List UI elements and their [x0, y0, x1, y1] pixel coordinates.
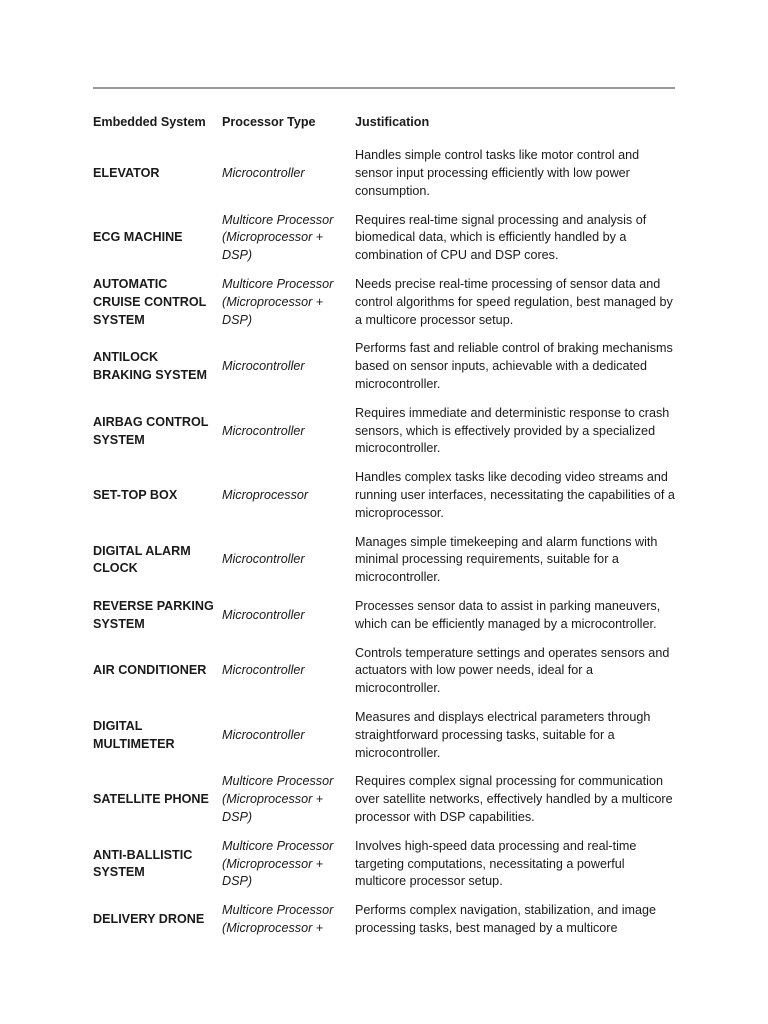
justification-text: Performs complex navigation, stabilization, and image processing tasks, best managed by a multicore — [355, 903, 657, 935]
table-row — [93, 832, 677, 896]
justification-text: Requires complex signal processing for communication over satellite networks, effectively handled by a multicore processor with DSP capabilities. — [355, 774, 673, 824]
table-row — [93, 142, 677, 206]
processor-type: Multicore Processor (Microprocessor + DSP) — [222, 277, 334, 327]
system-name: SET-TOP BOX — [93, 488, 178, 503]
justification-text: Processes sensor data to assist in parking maneuvers, which can be efficiently managed by a microcontroller. — [355, 599, 661, 631]
processor-type: Multicore Processor (Microprocessor + — [222, 903, 334, 935]
justification-text: Requires real-time signal processing and analysis of biomedical data, which is efficiently handled by a combination of CPU and DSP cores. — [355, 212, 647, 263]
table-row — [93, 528, 677, 592]
justification-text: Handles complex tasks like decoding video streams and running user interfaces, necessitating the capabilities of a microprocessor. — [355, 470, 675, 520]
header-processor-type: Processor Type — [222, 115, 316, 129]
justification-text: Manages simple timekeeping and alarm functions with minimal processing requirements, suitable for a microcontroller. — [355, 534, 658, 585]
processor-type: Microcontroller — [222, 166, 305, 181]
processor-type: Microcontroller — [222, 359, 305, 374]
system-name: REVERSE PARKING SYSTEM — [93, 599, 214, 631]
system-name: ELEVATOR — [93, 166, 160, 181]
table-row — [93, 399, 677, 463]
justification-text: Handles simple control tasks like motor control and sensor input processing efficiently with low power consumption. — [355, 148, 640, 198]
system-name: ANTILOCK BRAKING SYSTEM — [93, 350, 208, 383]
processor-type: Microcontroller — [222, 423, 305, 438]
table-row — [93, 271, 677, 335]
header-rule — [93, 87, 675, 89]
table-row — [93, 206, 677, 270]
system-name: ANTI-BALLISTIC SYSTEM — [93, 847, 193, 880]
system-name: DELIVERY DRONE — [93, 912, 205, 927]
processor-type: Multicore Processor (Microprocessor + DSP) — [222, 838, 334, 889]
justification-text: Measures and displays electrical parameters through straightforward processing tasks, suitable for a microcontroller. — [355, 710, 651, 760]
table-row — [93, 768, 677, 832]
system-name: AUTOMATIC CRUISE CONTROL SYSTEM — [93, 277, 207, 327]
table-row — [93, 335, 677, 399]
justification-text: Controls temperature settings and operates sensors and actuators with low power needs, ideal for a microcontroller. — [355, 645, 670, 696]
system-name: AIRBAG CONTROL SYSTEM — [93, 414, 209, 447]
processor-type: Multicore Processor (Microprocessor + DSP) — [222, 774, 334, 824]
system-name: SATELLITE PHONE — [93, 792, 209, 807]
processor-type: Microcontroller — [222, 663, 305, 678]
justification-text: Requires immediate and deterministic response to crash sensors, which is effectively provided by a specialized microcontroller. — [355, 405, 670, 456]
system-name: DIGITAL ALARM CLOCK — [93, 543, 191, 576]
table-row — [93, 639, 677, 703]
table-header-row — [93, 108, 677, 142]
table-row — [93, 593, 677, 640]
system-name: DIGITAL MULTIMETER — [93, 718, 175, 751]
header-justification: Justification — [355, 115, 430, 129]
processor-type: Microcontroller — [222, 607, 305, 622]
system-name: ECG MACHINE — [93, 230, 183, 245]
header-embedded-system: Embedded System — [93, 115, 206, 129]
system-name: AIR CONDITIONER — [93, 663, 207, 678]
table-row — [93, 704, 677, 768]
processor-table — [93, 108, 677, 943]
processor-type: Microprocessor — [222, 488, 309, 503]
processor-type: Multicore Processor (Microprocessor + DSP) — [222, 212, 334, 263]
table-row — [93, 464, 677, 528]
justification-text: Needs precise real-time processing of sensor data and control algorithms for speed regulation, best managed by a multicore processor setup. — [355, 277, 673, 327]
justification-text: Performs fast and reliable control of braking mechanisms based on sensor inputs, achievable with a dedicated microcontroller. — [355, 341, 673, 392]
processor-type: Microcontroller — [222, 552, 305, 567]
justification-text: Involves high-speed data processing and real-time targeting computations, necessitating a powerful multicore processor setup. — [355, 838, 637, 889]
table-row — [93, 897, 677, 944]
processor-type: Microcontroller — [222, 727, 305, 742]
